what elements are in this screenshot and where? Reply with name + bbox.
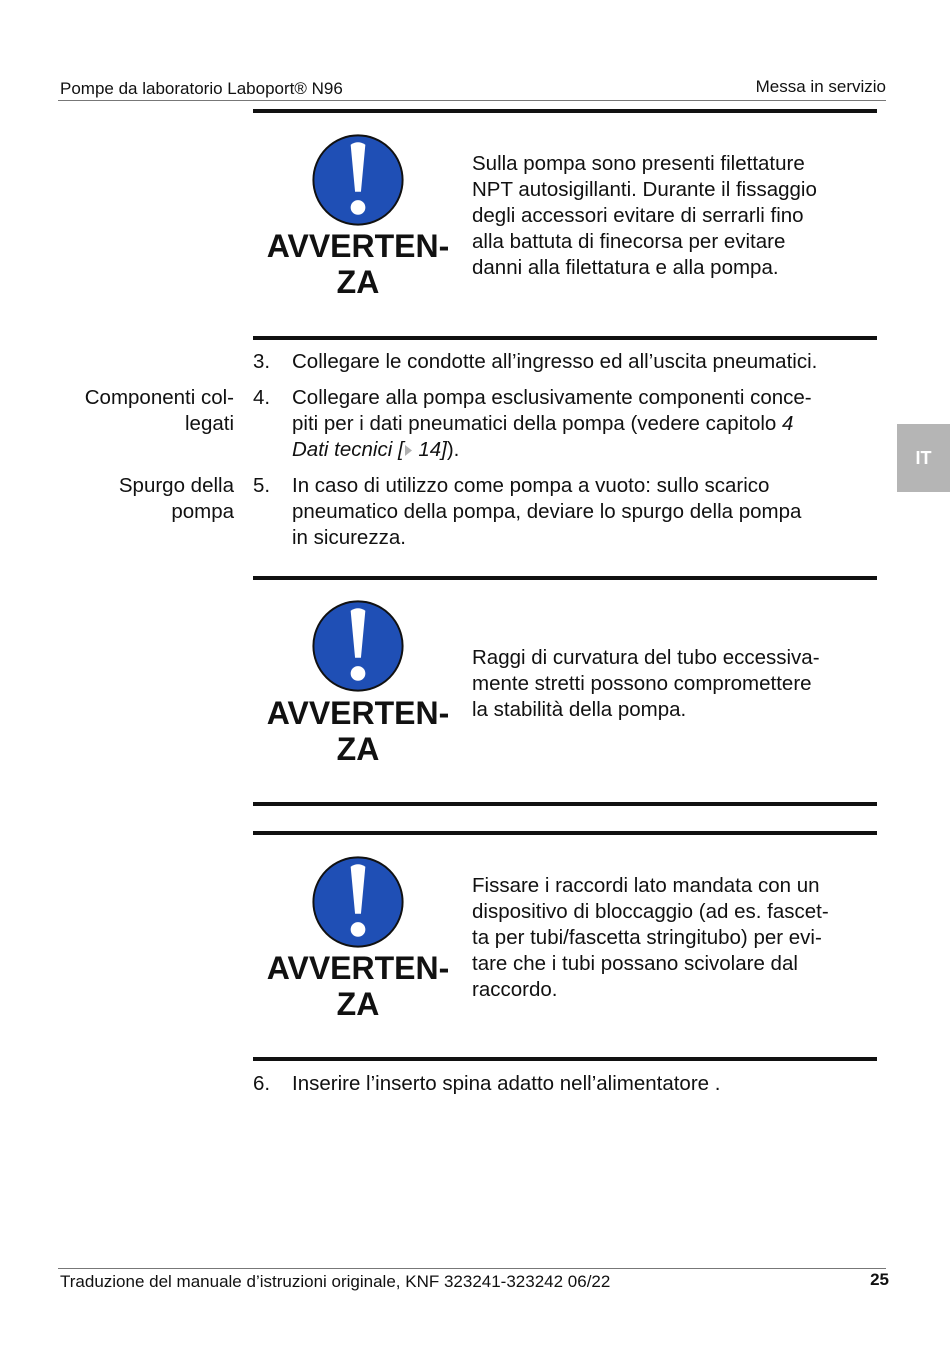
warning-1-title-line1: AVVERTEN- (266, 228, 450, 264)
warning-1-line: Sulla pompa sono presenti filettature (472, 152, 805, 175)
warning-1-line: alla battuta di finecorsa per evitare (472, 230, 786, 253)
warning-3-line: tare che i tubi possano scivolare dal (472, 952, 798, 975)
chapter-reference-line (292, 437, 878, 463)
step-number: 6. (253, 1072, 271, 1095)
step-line: In caso di utilizzo come pompa a vuoto: sullo scarico (292, 474, 770, 497)
side-label-line: pompa (171, 500, 234, 523)
warning-2-line: la stabilità della pompa. (472, 698, 687, 721)
side-label-line: legati (184, 412, 234, 435)
warning-3-bottom-rule (253, 1057, 877, 1061)
language-tab: IT (897, 424, 950, 492)
warning-1-bottom-rule (253, 336, 877, 340)
footer-document-info: Traduzione del manuale d’istruzioni originale, KNF 323241-323242 06/22 (60, 1272, 611, 1291)
chapter-reference-link[interactable] (292, 438, 447, 461)
warning-3-title (258, 950, 458, 1022)
warning-exclamation-icon (309, 131, 407, 229)
chapter-title: Dati tecnici [ (292, 438, 404, 461)
warning-3-text (472, 873, 867, 1003)
warning-3-line: raccordo. (472, 978, 558, 1001)
step-number: 5. (253, 474, 271, 497)
step-line (292, 411, 878, 437)
header-section-title: Messa in servizio (755, 77, 886, 96)
warning-2-line: mente stretti possono compromettere (472, 672, 812, 695)
page-ref-arrow-icon (404, 444, 413, 457)
step-line: in sicurezza. (292, 526, 406, 549)
warning-3-line: ta per tubi/fascetta stringitubo) per evi- (472, 926, 822, 949)
side-label-line: Spurgo della (118, 474, 234, 497)
step-line: pneumatico della pompa, deviare lo spurgo della pompa (292, 500, 802, 523)
warning-1-text (472, 151, 867, 281)
warning-2-title (258, 695, 458, 767)
header-divider (58, 100, 886, 101)
footer-divider (58, 1268, 886, 1269)
warning-1-title-line2: ZA (336, 264, 380, 300)
warning-2-text (472, 645, 867, 723)
warning-3-title-line1: AVVERTEN- (266, 950, 450, 986)
warning-1-line: NPT autosigillanti. Durante il fissaggio (472, 178, 817, 201)
side-label-line: Componenti col- (84, 386, 234, 409)
warning-2-line: Raggi di curvatura del tubo eccessiva- (472, 646, 820, 669)
warning-1-top-rule (253, 109, 877, 113)
warning-1-line: danni alla filettatura e alla pompa. (472, 256, 779, 279)
warning-3-title-line2: ZA (336, 986, 380, 1022)
warning-3-line: Fissare i raccordi lato mandata con un (472, 874, 820, 897)
step-line: Collegare alla pompa esclusivamente componenti conce- (292, 386, 812, 409)
warning-3-line: dispositivo di bloccaggio (ad es. fascet- (472, 900, 829, 923)
chapter-number: 4 (782, 412, 794, 435)
warning-exclamation-icon (309, 853, 407, 951)
side-label-pump-purge (119, 473, 234, 525)
warning-1-line: degli accessori evitare di serrarli fino (472, 204, 804, 227)
step-line-text: piti per i dati pneumatici della pompa (vedere capitolo (292, 412, 782, 435)
header-document-title: Pompe da laboratorio Laboport® N96 (60, 79, 343, 98)
warning-3-top-rule (253, 831, 877, 835)
page-number: 25 (870, 1270, 889, 1289)
step-text: Inserire l’inserto spina adatto nell’alimentatore . (292, 1072, 721, 1095)
warning-exclamation-icon (309, 597, 407, 695)
warning-2-title-line2: ZA (336, 731, 380, 767)
step-text: Collegare le condotte all’ingresso ed all’uscita pneumatici. (292, 350, 818, 373)
warning-2-top-rule (253, 576, 877, 580)
step-number: 4. (253, 386, 271, 409)
step-text (292, 473, 878, 551)
warning-2-title-line1: AVVERTEN- (266, 695, 450, 731)
chapter-page: 14] (412, 438, 447, 461)
step-number: 3. (253, 350, 271, 373)
warning-2-bottom-rule (253, 802, 877, 806)
warning-1-title (258, 228, 458, 300)
step-text (292, 385, 878, 463)
step-line-tail: ). (446, 438, 460, 461)
side-label-connected-components (85, 385, 234, 437)
